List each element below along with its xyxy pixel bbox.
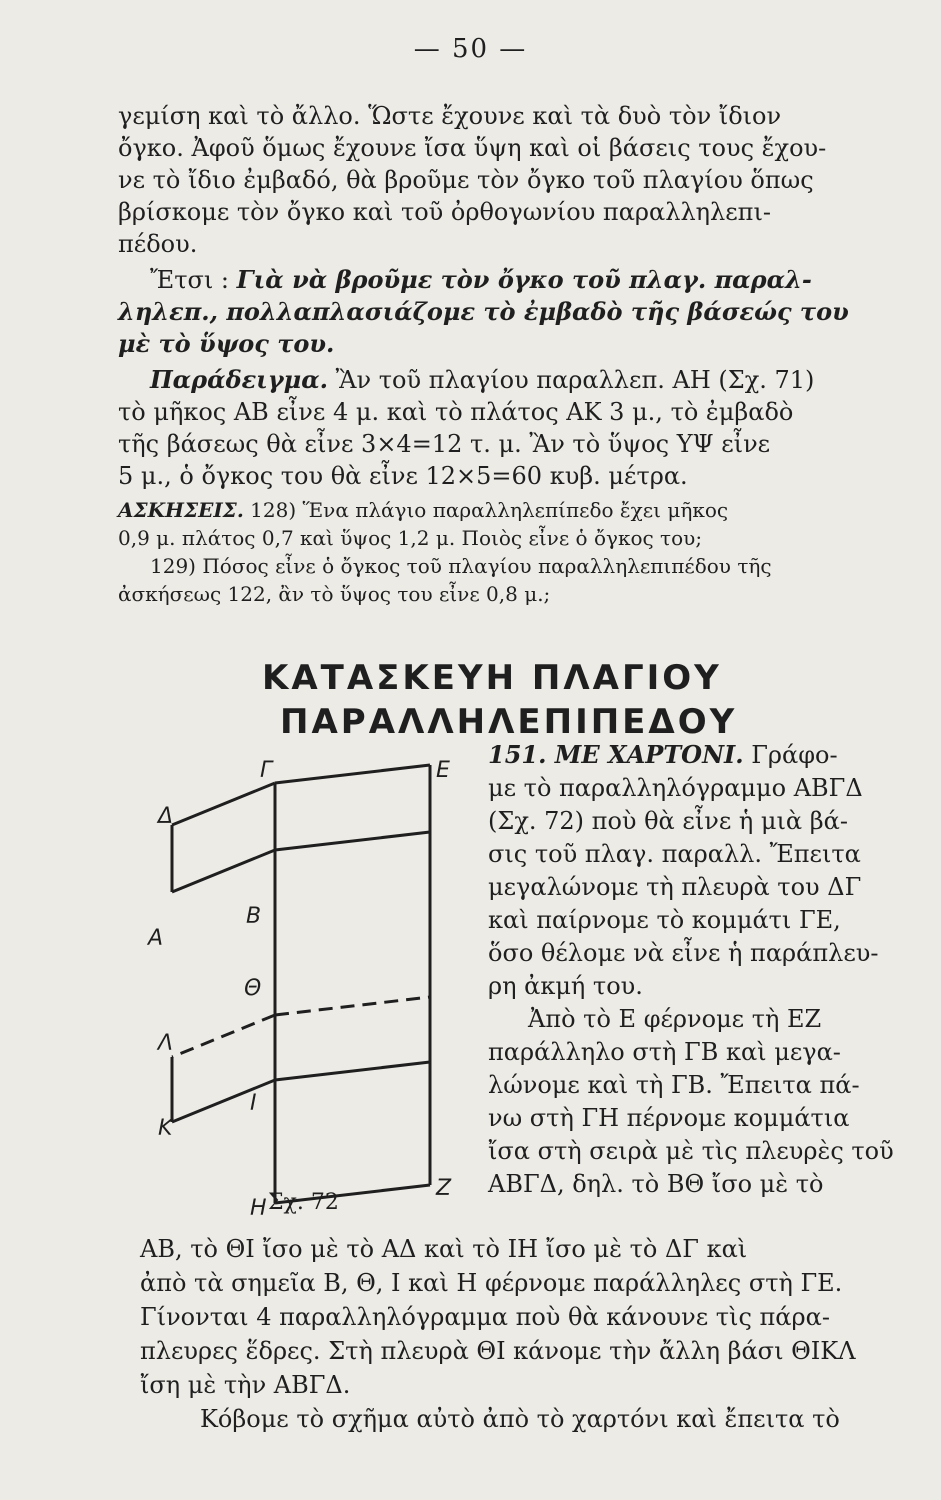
section-line: (Σχ. 72) ποὺ θὰ εἶνε ἡ μιὰ βά-	[488, 807, 848, 835]
figure-line	[275, 997, 430, 1015]
label-G: Γ	[260, 758, 273, 783]
section-line: καὶ παίρνομε τὸ κομμάτι ΓΕ,	[488, 906, 841, 934]
figure-line	[172, 1015, 275, 1057]
exercises-label: ΑΣΚΗΣΕΙΣ.	[118, 498, 244, 522]
rule-lead: Ἔτσι :	[150, 266, 229, 294]
section-151	[488, 738, 928, 1201]
section-line: ΑΒΓΔ, δηλ. τὸ ΒΘ ἴσο μὲ τὸ	[488, 1170, 824, 1198]
example-line: 5 μ., ὁ ὄγκος του θὰ εἶνε 12×5=60 κυβ. μέτρα.	[118, 462, 688, 490]
text-line: Γίνονται 4 παραλληλόγραμμα ποὺ θὰ κάνουνε τὶς πάρα-	[140, 1303, 830, 1331]
text-line: ἀπὸ τὰ σημεῖα Β, Θ, Ι καὶ Η φέρνομε παράλληλες στὴ ΓΕ.	[140, 1269, 843, 1297]
example-line: τῆς βάσεως θὰ εἶνε 3×4=12 τ. μ. Ἂν τὸ ὕψος ΥΨ εἶνε	[118, 430, 771, 458]
text-line: πλευρες ἕδρες. Στὴ πλευρὰ ΘΙ κάνομε τὴν ἄλλη βάσι ΘΙΚΛ	[140, 1337, 856, 1365]
label-Z: Ζ	[436, 1176, 452, 1201]
text-line: πέδου.	[118, 230, 198, 258]
example-paragraph	[118, 364, 918, 492]
exercises	[118, 496, 918, 608]
label-H: Η	[250, 1196, 267, 1221]
example-label: Παράδειγμα.	[150, 365, 329, 394]
example-line: τὸ μῆκος ΑΒ εἶνε 4 μ. καὶ τὸ πλάτος ΑΚ 3 μ., τὸ ἐμβαδὸ	[118, 398, 794, 426]
exercise-line: 128) Ἕνα πλάγιο παραλληλεπίπεδο ἔχει μῆκος	[250, 498, 729, 522]
rule-line: Γιὰ νὰ βροῦμε τὸν ὄγκο τοῦ πλαγ. παραλ-	[236, 265, 812, 294]
label-K: Κ	[158, 1116, 173, 1141]
figure-line	[172, 1080, 275, 1122]
section-heading-line1: ΚΑΤΑΣΚΕΥΗ ΠΛΑΓΙΟΥ	[262, 658, 722, 698]
section-line: νω στὴ ΓΗ πέρνομε κομμάτια	[488, 1104, 850, 1132]
section-line: ρη ἀκμή του.	[488, 972, 643, 1000]
section-line: Γράφο-	[751, 741, 838, 769]
section-line: λώνομε καὶ τὴ ΓΒ. Ἔπειτα πά-	[488, 1071, 860, 1099]
text-line: βρίσκομε τὸν ὄγκο καὶ τοῦ ὀρθογωνίου παραλληλεπι-	[118, 198, 771, 226]
section-line: ἴσα στὴ σειρὰ μὲ τὶς πλευρὲς τοῦ	[488, 1137, 894, 1165]
figure-caption: Σχ. 72	[268, 1190, 339, 1215]
section-line: σις τοῦ πλαγ. παραλλ. Ἔπειτα	[488, 840, 861, 868]
label-B: Β	[246, 904, 262, 929]
section-line: μεγαλώνομε τὴ πλευρὰ του ΔΓ	[488, 873, 862, 901]
exercise-line: 0,9 μ. πλάτος 0,7 καὶ ὕψος 1,2 μ. Ποιὸς εἶνε ὁ ὄγκος του;	[118, 526, 703, 550]
page-number: — 50 —	[413, 34, 528, 64]
label-A: Α	[148, 926, 164, 951]
section-line: ὅσο θέλομε νὰ εἶνε ἡ παράπλευ-	[488, 939, 879, 967]
label-E: E	[436, 758, 450, 783]
label-I: Ι	[250, 1091, 257, 1116]
text-line: γεμίση καὶ τὸ ἄλλο. Ὥστε ἔχουνε καὶ τὰ δυὸ τὸν ἴδιον	[118, 102, 782, 130]
text-line: ἴση μὲ τὴν ΑΒΓΔ.	[140, 1371, 351, 1399]
figure-line	[275, 765, 430, 783]
label-L: Λ	[158, 1031, 174, 1056]
rule-line: ληλεπ., πολλαπλασιάζομε τὸ ἐμβαδὸ τῆς βάσεώς του	[118, 297, 849, 326]
text-line: ΑΒ, τὸ ΘΙ ἴσο μὲ τὸ ΑΔ καὶ τὸ ΙΗ ἴσο μὲ τὸ ΔΓ καὶ	[140, 1235, 748, 1263]
exercise-line: 129) Πόσος εἶνε ὁ ὄγκος τοῦ πλαγίου παραλληλεπιπέδου τῆς	[150, 554, 772, 578]
section-title: 151. ΜΕ ΧΑΡΤΟΝΙ.	[488, 740, 744, 769]
section-line: Ἀπὸ τὸ Ε φέρνομε τὴ ΕΖ	[528, 1005, 822, 1033]
label-Th: Θ	[244, 976, 262, 1001]
bottom-paragraph	[140, 1232, 930, 1436]
text-line: Κόβομε τὸ σχῆμα αὐτὸ ἀπὸ τὸ χαρτόνι καὶ ἔπειτα τὸ	[200, 1405, 840, 1433]
exercise-line: ἀσκήσεως 122, ἂν τὸ ὕψος του εἶνε 0,8 μ.;	[118, 582, 551, 606]
figure-line	[275, 1062, 430, 1080]
rule-line: μὲ τὸ ὕψος του.	[118, 329, 335, 358]
rule-paragraph	[118, 264, 918, 360]
section-heading-line2: ΠΑΡΑΛΛΗΛΕΠΙΠΕΔΟΥ	[280, 702, 738, 742]
example-line: Ἂν τοῦ πλαγίου παραλλεπ. ΑΗ (Σχ. 71)	[335, 366, 815, 394]
section-line: με τὸ παραλληλόγραμμο ΑΒΓΔ	[488, 774, 863, 802]
figure-line	[172, 783, 275, 825]
section-line: παράλληλο στὴ ΓΒ καὶ μεγα-	[488, 1038, 841, 1066]
top-paragraph	[118, 100, 918, 260]
figure-line	[172, 850, 275, 892]
text-line: ὄγκο. Ἀφοῦ ὅμως ἔχουνε ἴσα ὕψη καὶ οἱ βάσεις τους ἔχου-	[118, 134, 827, 162]
figure-line	[275, 832, 430, 850]
text-line: νε τὸ ἴδιο ἐμβαδό, θὰ βροῦμε τὸν ὄγκο τοῦ πλαγίου ὅπως	[118, 166, 814, 194]
figure-72	[140, 755, 460, 1225]
label-D: Δ	[158, 804, 174, 829]
